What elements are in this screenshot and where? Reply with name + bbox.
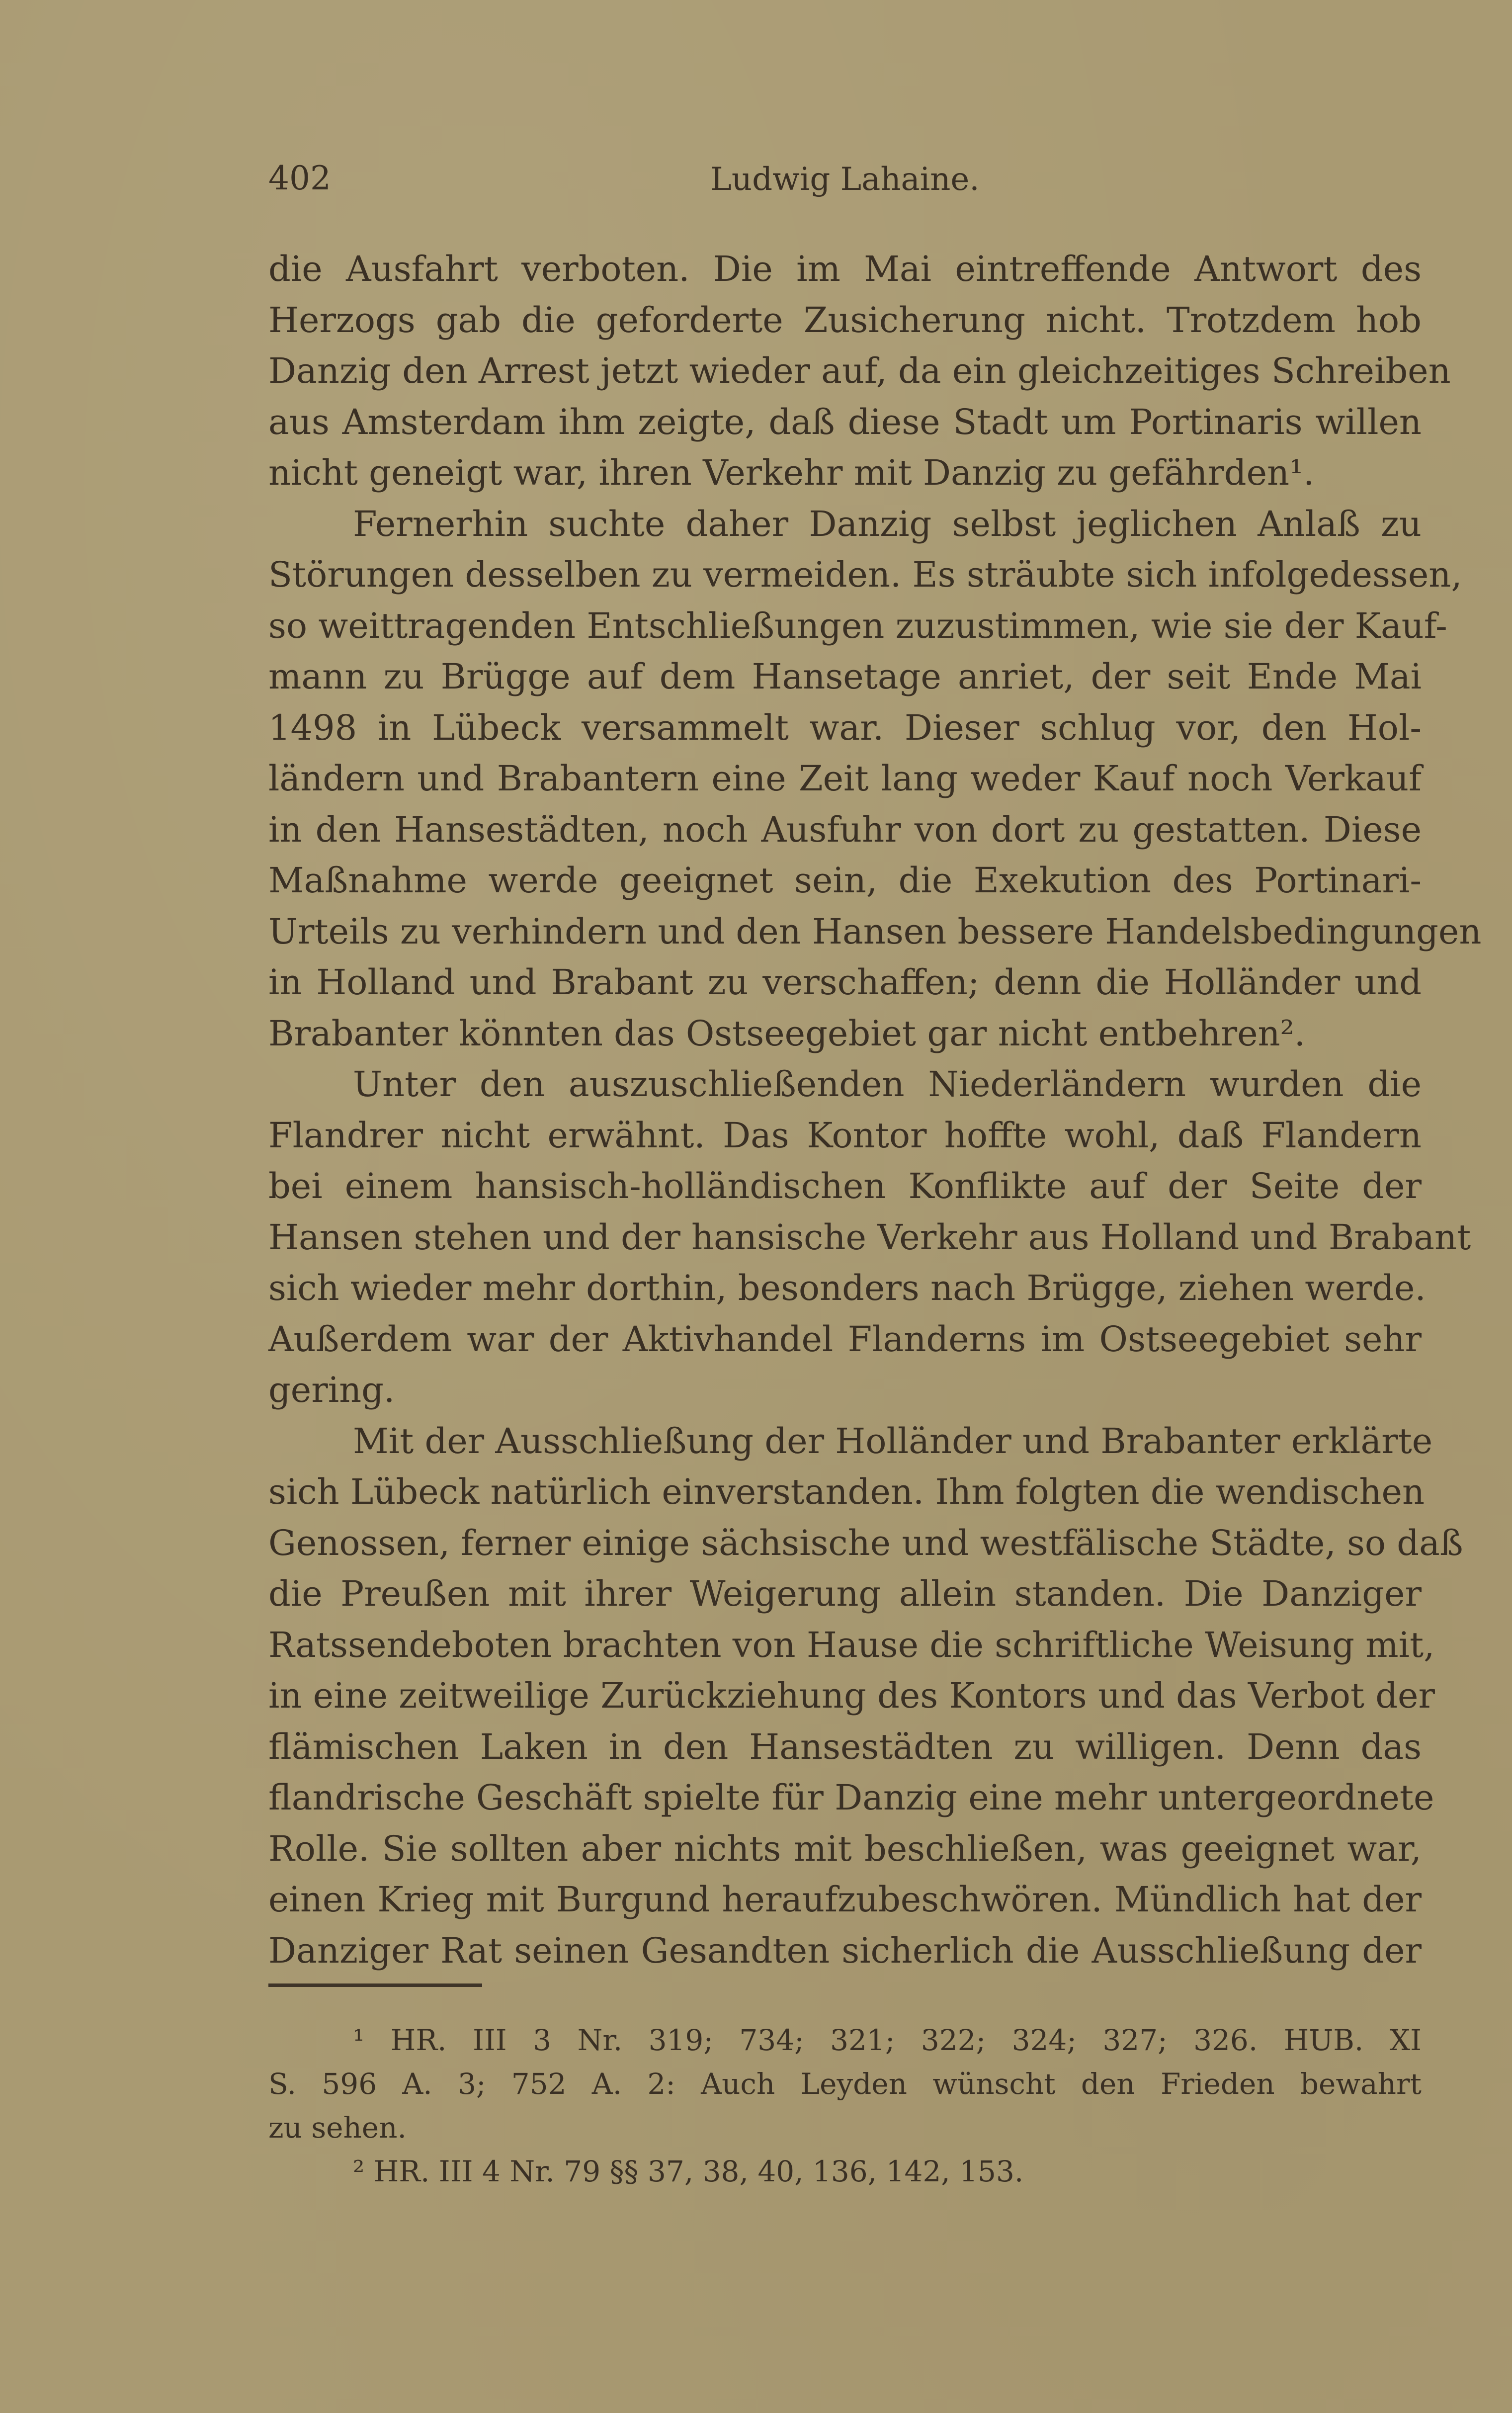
paragraph [268,1059,1471,1416]
text-line: 1498 in Lübeck versammelt war. Dieser schlug vor, den Hol- [268,707,1422,748]
text-line: bei einem hansisch-holländischen Konflikte auf der Seite der [268,1166,1422,1206]
page-header [268,159,1422,204]
footnote-line: S. 596 A. 3; 752 A. 2: Auch Leyden wünscht den Frieden bewahrt [268,2067,1422,2101]
text-line: mann zu Brügge auf dem Hansetage anriet, der seit Ende Mai [268,656,1422,697]
text-line: Ratssendeboten brachten von Hause die schriftliche Weisung mit, [268,1624,1435,1665]
paragraph [268,499,1482,1059]
footnotes [268,2018,1422,2193]
text-line: Mit der Ausschließung der Holländer und Brabanter erklärte [353,1420,1433,1462]
footnote-line: zu sehen. [268,2111,407,2145]
text-line: Urteils zu verhindern und den Hansen bessere Handelsbedingungen [268,911,1482,952]
footnote-line: ¹ HR. III 3 Nr. 319; 734; 321; 322; 324; 327; 326. HUB. XI [353,2023,1422,2057]
text-line: flandrische Geschäft spielte für Danzig eine mehr untergeordnete [268,1777,1434,1818]
text-line: sich Lübeck natürlich einverstanden. Ihm folgten die wendischen [268,1471,1425,1512]
text-line: Herzogs gab die geforderte Zusicherung nicht. Trotzdem hob [268,299,1422,341]
text-line: Hansen stehen und der hansische Verkehr aus Holland und Brabant [268,1216,1471,1258]
page-number: 402 [268,159,331,197]
text-line: ländern und Brabantern eine Zeit lang weder Kauf noch Verkauf [268,758,1422,799]
text-line: Außerdem war der Aktivhandel Flanderns im Ostseegebiet sehr [268,1318,1422,1360]
text-line: Danzig den Arrest jetzt wieder auf, da ein gleichzeitiges Schreiben [268,350,1451,391]
text-line: die Preußen mit ihrer Weigerung allein standen. Die Danziger [268,1573,1422,1614]
text-line: Brabanter könnten das Ostseegebiet gar nicht entbehren². [268,1013,1305,1054]
paragraph [268,244,1451,499]
text-line: nicht geneigt war, ihren Verkehr mit Danzig zu gefährden¹. [268,452,1315,493]
text-line: Störungen desselben zu vermeiden. Es sträubte sich infolgedessen, [268,554,1462,595]
text-line: in eine zeitweilige Zurückziehung des Kontors und das Verbot der [268,1675,1435,1716]
paragraph [268,1416,1463,1977]
text-line: die Ausfahrt verboten. Die im Mai eintreffende Antwort des [268,249,1422,289]
text-line: aus Amsterdam ihm zeigte, daß diese Stadt um Portinaris willen [268,401,1422,442]
text-line: Unter den auszuschließenden Niederländern wurden die [353,1064,1422,1105]
text-line: einen Krieg mit Burgund heraufzubeschwören. Mündlich hat der [268,1879,1422,1920]
text-line: flämischen Laken in den Hansestädten zu willigen. Denn das [268,1726,1422,1767]
footnote-line: ² HR. III 4 Nr. 79 §§ 37, 38, 40, 136, 142, 153. [353,2154,1024,2188]
text-line: Fernerhin suchte daher Danzig selbst jeglichen Anlaß zu [353,503,1422,544]
text-line: Flandrer nicht erwähnt. Das Kontor hoffte wohl, daß Flandern [268,1115,1422,1156]
text-line: sich wieder mehr dorthin, besonders nach Brügge, ziehen werde. [268,1268,1426,1308]
text-line: gering. [268,1370,395,1410]
running-title: Ludwig Lahaine. [710,161,980,198]
footnote-separator [268,1983,482,1987]
text-line: so weittragenden Entschließungen zuzustimmen, wie sie der Kauf- [268,605,1447,646]
body-text [268,244,1482,1976]
text-line: Danziger Rat seinen Gesandten sicherlich die Ausschließung der [268,1930,1422,1971]
footnote [268,2150,1422,2193]
text-line: Maßnahme werde geeignet sein, die Exekution des Portinari- [268,860,1422,901]
text-line: Rolle. Sie sollten aber nichts mit beschließen, was geeignet war, [268,1828,1422,1869]
text-line: Genossen, ferner einige sächsische und westfälische Städte, so daß [268,1522,1463,1563]
text-line: in den Hansestädten, noch Ausfuhr von dort zu gestatten. Diese [268,809,1422,850]
footnote [268,2018,1422,2150]
text-line: in Holland und Brabant zu verschaffen; denn die Holländer und [268,962,1422,1003]
